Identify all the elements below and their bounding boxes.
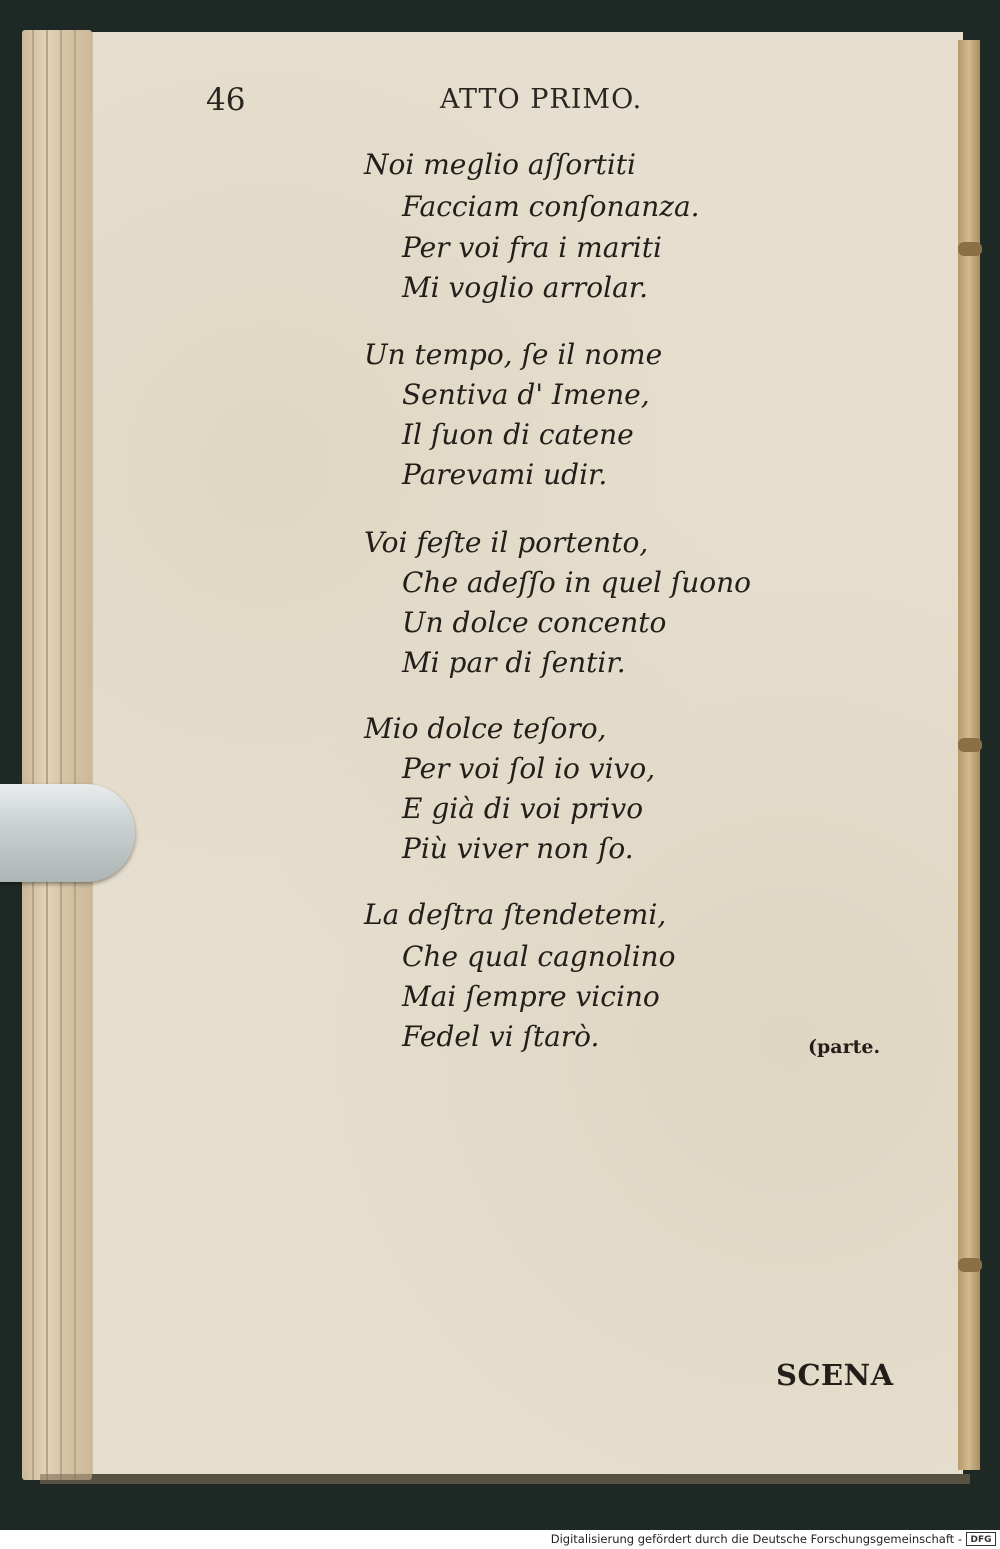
digitization-footer	[0, 1530, 1000, 1549]
glass-page-holder	[0, 778, 140, 888]
page-shadow	[40, 1474, 970, 1484]
verse-line: Parevami udir.	[402, 458, 608, 491]
stage-direction: (parte.	[808, 1036, 881, 1058]
binding-thread	[958, 1258, 982, 1272]
verse-line: Voi feſte il portento,	[364, 526, 649, 559]
verse-line: Per voi ſol io vivo,	[402, 752, 656, 785]
running-title: ATTO PRIMO.	[440, 84, 643, 115]
footer-credit: Digitalisierung gefördert durch die Deutsche Forschungsgemeinschaft -	[550, 1532, 962, 1546]
verse-line: Più viver non ſo.	[402, 832, 634, 865]
verse-line: Mio dolce teſoro,	[364, 712, 607, 745]
verse-line: Per voi fra i mariti	[402, 231, 662, 264]
verse-line: Mai ſempre vicino	[402, 980, 660, 1013]
verse-line: Sentiva d' Imene,	[402, 378, 650, 411]
page-header	[0, 82, 1000, 122]
binding-thread	[958, 242, 982, 256]
page-number: 46	[206, 82, 246, 118]
dfg-logo-icon: DFG	[966, 1532, 996, 1546]
verse-line: Il ſuon di catene	[402, 418, 634, 451]
verse-line: Un dolce concento	[402, 606, 667, 639]
verse-line: Facciam conſonanza.	[402, 190, 700, 223]
verse-line: Fedel vi ſtarò.	[402, 1020, 600, 1053]
catchword: SCENA	[776, 1358, 894, 1392]
verse-line: Che qual cagnolino	[402, 940, 676, 973]
verse-line: Noi meglio aſſortiti	[364, 148, 637, 181]
verse-line: La deſtra ſtendetemi,	[364, 898, 667, 931]
book-fore-edge-left	[22, 30, 92, 1480]
verse-line: Mi voglio arrolar.	[402, 271, 648, 304]
verse-line: E già di voi privo	[402, 792, 644, 825]
verse-line: Che adeſſo in quel ſuono	[402, 566, 752, 599]
verse-line: Un tempo, ſe il nome	[364, 338, 663, 371]
binding-thread	[958, 738, 982, 752]
verse-line: Mi par di ſentir.	[402, 646, 626, 679]
